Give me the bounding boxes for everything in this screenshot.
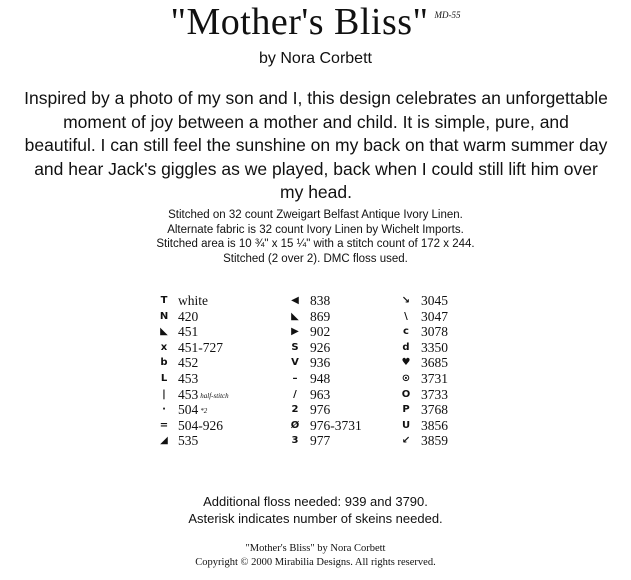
key-row: [150, 308, 229, 324]
chart-symbol-icon: 2: [291, 404, 299, 416]
key-row: [150, 354, 229, 370]
fabric-line: Alternate fabric is 32 count Ivory Linen by Wichelt Imports.: [167, 223, 464, 236]
page-title: "Mother's Bliss": [170, 1, 429, 43]
description-line: beautiful. I can still feel the sunshine on my back on that warm summer day: [24, 135, 608, 155]
floss-number: 504-926: [178, 417, 223, 433]
chart-symbol-icon: ◢: [160, 435, 168, 447]
chart-symbol-icon: ⊙: [401, 373, 411, 385]
floss-number: 936: [310, 355, 331, 371]
key-row: [391, 370, 448, 386]
key-row: [280, 339, 362, 355]
key-row: [391, 386, 448, 402]
description-line: Inspired by a photo of my son and I, this design celebrates an unforgettable: [24, 88, 608, 108]
chart-symbol-icon: x: [160, 341, 168, 353]
floss-number: 453: [178, 386, 199, 402]
key-row: [150, 323, 229, 339]
floss-number: 3733: [421, 386, 448, 402]
chart-symbol-icon: \: [404, 310, 408, 322]
chart-symbol-icon: ◣: [160, 326, 168, 338]
floss-number: 838: [310, 293, 331, 309]
key-row: [391, 339, 448, 355]
key-row: [280, 370, 362, 386]
chart-symbol-icon: /: [293, 388, 297, 400]
chart-symbol-icon: –: [292, 373, 298, 385]
additional-notes: [0, 493, 631, 527]
floss-number: 963: [310, 386, 331, 402]
description-line: moment of joy between a mother and child. It is simple, pure, and: [63, 111, 569, 132]
chart-symbol-icon: ↙: [401, 435, 411, 447]
floss-number: 451: [178, 324, 199, 340]
fabric-line: Stitched on 32 count Zweigart Belfast Antique Ivory Linen.: [168, 209, 463, 221]
key-row: [280, 292, 362, 308]
key-row: [391, 417, 448, 433]
asterisk-note: Asterisk indicates number of skeins needed.: [188, 511, 443, 526]
key-row: [391, 401, 448, 417]
key-row: [150, 386, 229, 402]
key-row: [391, 323, 448, 339]
floss-number: 976-3731: [310, 417, 362, 433]
author-line: by Nora Corbett: [259, 50, 372, 67]
chart-symbol-icon: ↘: [401, 295, 411, 307]
chart-symbol-icon: ♥: [401, 357, 411, 369]
copyright-title: "Mother's Bliss" by Nora Corbett: [245, 543, 386, 554]
chart-symbol-icon: c: [403, 326, 409, 338]
chart-symbol-icon: d: [402, 341, 410, 353]
chart-symbol-icon: L: [160, 373, 168, 385]
key-row: [150, 432, 229, 448]
floss-number: 420: [178, 308, 199, 324]
floss-number: white: [178, 293, 208, 309]
chart-symbol-icon: T: [160, 295, 168, 307]
chart-symbol-icon: ·: [162, 404, 166, 416]
key-row: [150, 370, 229, 386]
key-row: [391, 292, 448, 308]
key-row: [280, 308, 362, 324]
chart-symbol-icon: 3: [291, 435, 299, 447]
floss-number: 869: [310, 308, 331, 324]
key-row: [150, 401, 229, 417]
chart-symbol-icon: U: [401, 419, 411, 431]
chart-symbol-icon: ▶: [291, 326, 299, 338]
key-row: [280, 401, 362, 417]
floss-number: 535: [178, 433, 199, 449]
description-line: and hear Jack's giggles as we played, back when I could still lift him over: [34, 158, 598, 179]
floss-number: 3045: [421, 293, 448, 309]
key-row: [150, 417, 229, 433]
floss-number: 3731: [421, 371, 448, 387]
floss-number: 3859: [421, 433, 448, 449]
chart-symbol-icon: N: [159, 310, 169, 322]
chart-symbol-icon: |: [162, 388, 166, 400]
additional-floss: Additional floss needed: 939 and 3790.: [203, 494, 428, 509]
key-row: [150, 292, 229, 308]
chart-symbol-icon: V: [291, 357, 299, 369]
key-row: [391, 308, 448, 324]
floss-number: 451-727: [178, 339, 223, 355]
key-column-3: [391, 292, 448, 448]
chart-symbol-icon: b: [160, 357, 168, 369]
key-row: [150, 339, 229, 355]
key-row: [280, 417, 362, 433]
floss-number: 948: [310, 371, 331, 387]
floss-number: 453: [178, 371, 199, 387]
floss-number: 3078: [421, 324, 448, 340]
key-row: [280, 432, 362, 448]
floss-key: [150, 292, 510, 462]
chart-symbol-icon: Ø: [290, 419, 300, 431]
floss-number: 3047: [421, 308, 448, 324]
chart-symbol-icon: ◀: [291, 295, 299, 307]
floss-note: half-stitch: [200, 391, 229, 400]
fabric-line: Stitched area is 10 ¾" x 15 ¼" with a stitch count of 172 x 244.: [156, 238, 475, 250]
chart-symbol-icon: S: [291, 341, 299, 353]
chart-symbol-icon: O: [401, 388, 411, 400]
key-column-1: [150, 292, 229, 448]
floss-number: 926: [310, 339, 331, 355]
description-line: my head.: [280, 182, 352, 202]
chart-symbol-icon: P: [402, 404, 410, 416]
floss-number: 504: [178, 402, 199, 418]
floss-number: 977: [310, 433, 331, 449]
copyright: [0, 542, 631, 569]
floss-number: 902: [310, 324, 331, 340]
description: [6, 87, 626, 205]
chart-symbol-icon: ◣: [291, 310, 299, 322]
fabric-line: Stitched (2 over 2). DMC floss used.: [223, 252, 408, 265]
floss-number: 3350: [421, 339, 448, 355]
key-row: [391, 432, 448, 448]
key-row: [391, 354, 448, 370]
chart-symbol-icon: =: [159, 419, 169, 431]
floss-number: 3856: [421, 417, 448, 433]
floss-number: 452: [178, 355, 199, 371]
floss-number: 3685: [421, 355, 448, 371]
fabric-details: [0, 208, 631, 266]
key-row: [280, 386, 362, 402]
key-row: [280, 354, 362, 370]
title-row: [0, 0, 631, 44]
floss-note: *2: [200, 407, 208, 416]
floss-number: 3768: [421, 402, 448, 418]
key-column-2: [280, 292, 362, 448]
key-row: [280, 323, 362, 339]
floss-number: 976: [310, 402, 331, 418]
copyright-notice: Copyright © 2000 Mirabilia Designs. All rights reserved.: [195, 556, 436, 568]
design-code: MD-55: [434, 10, 461, 20]
